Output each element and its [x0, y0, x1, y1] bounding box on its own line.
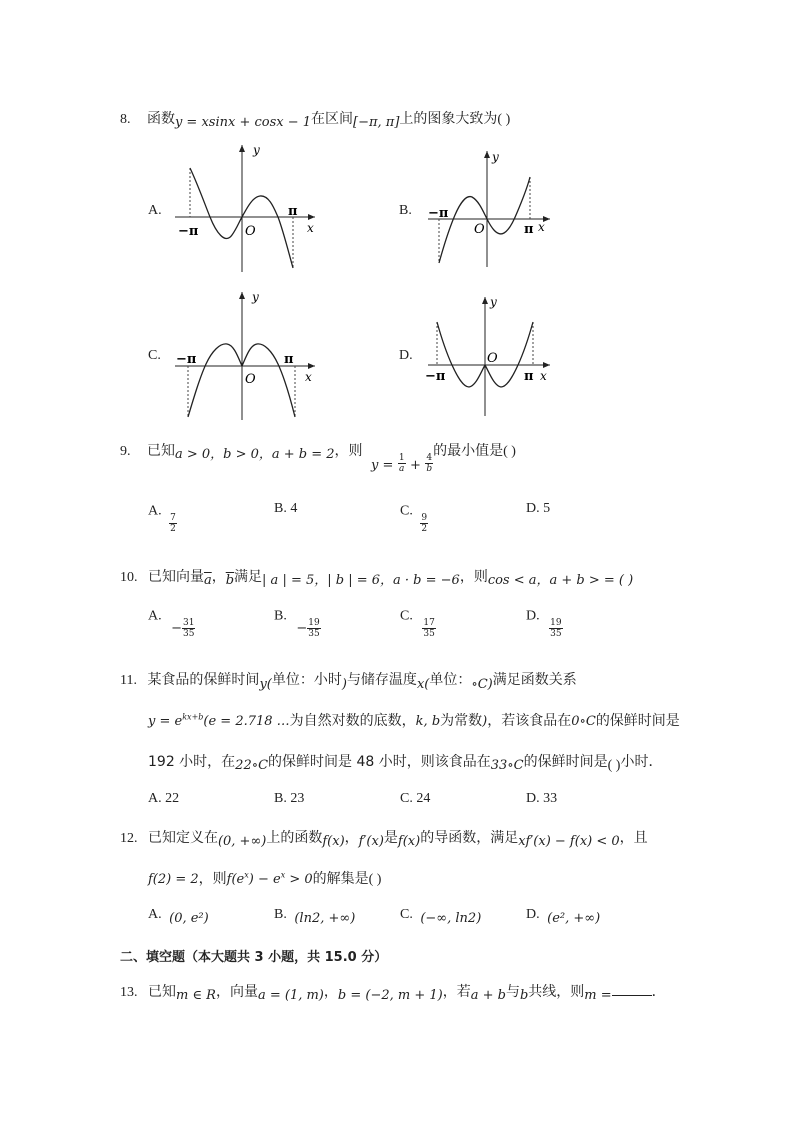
neg-pi-label: −π [428, 206, 449, 221]
q12-option-b[interactable]: B. (ln2, +∞) [274, 907, 356, 926]
y-label: y [253, 143, 260, 157]
q9-paren: ( ) [503, 444, 516, 459]
q9-cond: a > 0，b > 0，a + b = 2 [174, 447, 335, 462]
q11-text: 192 小时，在 [148, 754, 236, 770]
q11-math: k, b [415, 714, 441, 729]
q12-text: ，且 [619, 830, 648, 846]
pi-label: π [524, 222, 534, 237]
q10-then: ，则 [459, 569, 488, 585]
q13-math: a + b [470, 988, 506, 1003]
x-arrow-icon [308, 363, 315, 369]
q12-math: x [244, 870, 249, 880]
neg-pi-label: −π [176, 352, 197, 367]
q12-line-1 [120, 827, 648, 847]
q11-text: 小时． [620, 754, 663, 770]
q13-answer-blank[interactable] [612, 983, 652, 996]
q12-math: (0, +∞) [217, 834, 267, 849]
q11-line-3 [148, 751, 662, 771]
q11-math: 22∘C [235, 758, 269, 773]
q13-stem [120, 981, 666, 1001]
q13-text: 共线，则 [528, 984, 585, 1000]
q9-option-a[interactable]: A. $\frac{7}{2}$ [148, 503, 176, 534]
q11-math: 33∘C [490, 758, 524, 773]
q13-text: 与 [505, 984, 520, 1000]
q8-graph-a[interactable] [170, 140, 320, 275]
q12-math: f(x) [397, 834, 421, 849]
x-arrow-icon [308, 214, 315, 220]
q11-text: 与储存温度 [346, 672, 417, 688]
q11-text: 的保鲜时间是 [595, 713, 680, 729]
q11-math: (e = 2.718 … [203, 714, 290, 729]
q10-option-c-frac: $\frac{17}{35}$ [423, 618, 435, 639]
y-label: y [492, 150, 499, 164]
y-arrow-icon [239, 145, 245, 152]
q11-text: 单位：小时 [271, 672, 342, 688]
q8-graph-c[interactable] [170, 287, 320, 422]
q11-text: 的保鲜时间是 48 小时，则该食品在 [268, 754, 491, 770]
q13-math: b = (−2, m + 1) [337, 988, 443, 1003]
q8-interval: [−π, π] [353, 115, 400, 130]
q12-math: xf′(x) − f(x) < 0 [518, 834, 620, 849]
q13-math: b [519, 988, 529, 1003]
q9-y-eq: y = [371, 458, 394, 473]
q11-text: 为常数 [440, 713, 483, 729]
q12-math: > 0 [285, 872, 313, 887]
pi-label: π [284, 352, 294, 367]
y-arrow-icon [239, 292, 245, 299]
q10-ask: cos < a，a + b > = ( ) [487, 573, 634, 588]
q11-math: ∘C) [471, 677, 493, 692]
q12-math: f(e [226, 872, 245, 887]
neg-pi-label: −π [425, 369, 446, 384]
q12-math: x [280, 870, 286, 880]
q12-number: 12. [120, 831, 138, 846]
curve [439, 177, 530, 263]
q11-option-d[interactable]: D. 33 [526, 791, 558, 806]
q9-option-d[interactable]: D. 5 [526, 501, 551, 516]
q11-math: kx+b [182, 712, 204, 722]
q8-number: 8. [120, 112, 131, 127]
q13-number: 13. [120, 985, 138, 1000]
q9-stem [120, 440, 516, 474]
q8-paren: ( ) [497, 112, 511, 127]
q12-text: 已知定义在 [147, 830, 218, 846]
q10-option-a-frac: $\frac{31}{35}$ [183, 618, 195, 639]
q10-sep: ， [211, 569, 226, 585]
q10-option-c[interactable]: C. $\frac{17}{35}$ [400, 608, 435, 639]
q10-vector-b: $\overline{b}$ [225, 573, 235, 588]
q9-lead: 已知 [146, 443, 175, 459]
q8-option-b-label[interactable]: B. [399, 203, 412, 218]
q13-text: ． [651, 984, 666, 1000]
q10-cond: | a | = 5，| b | = 6，a · b = −6 [262, 573, 460, 588]
q8-graph-b[interactable] [420, 145, 560, 270]
q11-math: x( [416, 677, 430, 692]
q13-math: m ∈ R [175, 988, 216, 1003]
y-arrow-icon [484, 151, 490, 158]
q12-math: f′(x) [358, 834, 384, 849]
q12-math: f(x) [322, 834, 345, 849]
q11-option-a[interactable]: A. 22 [148, 791, 180, 806]
q8-func: y = xsinx + cosx − 1 [174, 115, 312, 130]
q11-option-b[interactable]: B. 23 [274, 791, 305, 806]
q10-option-a[interactable]: A. − $\frac{31}{35}$ [148, 608, 195, 639]
q10-option-b[interactable]: B. − $\frac{19}{35}$ [274, 608, 320, 639]
q11-option-c[interactable]: C. 24 [400, 791, 431, 806]
q9-then: ，则 [334, 443, 363, 459]
q12-text: 的解集是 [312, 871, 369, 887]
q11-math: ) [482, 714, 488, 729]
q9-number: 9. [120, 444, 131, 459]
q10-option-d[interactable]: D. $\frac{19}{35}$ [526, 608, 562, 639]
q10-option-b-frac: $\frac{19}{35}$ [308, 618, 320, 639]
q11-text: 满足函数关系 [492, 672, 577, 688]
x-label: x [305, 370, 312, 384]
q12-text: ， [344, 830, 359, 846]
origin-label: O [487, 351, 498, 366]
q10-number: 10. [120, 570, 138, 585]
origin-label: O [245, 372, 256, 387]
y-label: y [252, 290, 259, 304]
q12-text: 的导函数，满足 [420, 830, 519, 846]
q9-frac-1: $\frac{1}{a}$ [398, 452, 405, 474]
q9-frac-2: $\frac{4}{b}$ [426, 452, 433, 474]
q9-option-c[interactable]: C. $\frac{9}{2}$ [400, 503, 428, 534]
q11-math: y( [259, 677, 272, 692]
q9-option-a-frac: $\frac{7}{2}$ [170, 513, 176, 534]
origin-label: O [245, 224, 256, 239]
q9-plus: + [410, 458, 421, 473]
q10-satisfy: 满足 [234, 569, 263, 585]
origin-label: O [474, 222, 485, 237]
q12-text: 上的函数 [266, 830, 323, 846]
q11-number: 11. [120, 673, 137, 688]
q13-text: 已知 [147, 984, 176, 1000]
q8-graph-d[interactable] [420, 292, 560, 417]
q11-text: ，若该食品在 [487, 713, 572, 729]
q11-math: 0∘C [571, 714, 596, 729]
q8-option-a-label[interactable]: A. [148, 203, 162, 218]
y-arrow-icon [482, 297, 488, 304]
q12-option-c[interactable]: C. (−∞, ln2) [400, 907, 482, 926]
q9-tail: 的最小值是 [433, 443, 504, 459]
q8-option-d-label[interactable]: D. [399, 348, 413, 363]
x-label: x [540, 369, 547, 383]
q12-paren: ( ) [368, 872, 382, 887]
q10-option-d-frac: $\frac{19}{35}$ [550, 618, 562, 639]
section-2-title: 二、填空题（本大题共 3 小题，共 15.0 分） [120, 950, 388, 965]
q13-text: ， [323, 984, 338, 1000]
q12-text: ，则 [198, 871, 227, 887]
q10-stem [120, 566, 633, 586]
pi-label: π [288, 204, 298, 219]
q9-option-c-frac: $\frac{9}{2}$ [421, 513, 428, 534]
q12-math: f(2) = 2 [148, 872, 199, 887]
q13-math: a = (1, m) [257, 988, 324, 1003]
q11-paren: ( ) [607, 758, 621, 773]
q11-math: y = e [148, 714, 183, 729]
q11-line-2 [148, 710, 680, 730]
q8-option-c-label[interactable]: C. [148, 348, 161, 363]
q10-vector-a: $\overline{a}$ [203, 573, 212, 588]
x-arrow-icon [543, 362, 550, 368]
q12-option-d[interactable]: D. (e², +∞) [526, 907, 601, 926]
q8-mid: 在区间 [311, 111, 354, 127]
q11-text: 的保鲜时间是 [523, 754, 608, 770]
neg-pi-label: −π [178, 224, 199, 239]
x-label: x [538, 220, 545, 234]
q11-math: ) [341, 677, 347, 692]
q11-text: 为自然对数的底数， [289, 713, 416, 729]
pi-label: π [524, 369, 534, 384]
q11-text: 单位： [429, 672, 472, 688]
q12-line-2 [148, 868, 381, 888]
q11-text: 某食品的保鲜时间 [147, 672, 260, 688]
q8-tail: 上的图象大致为 [399, 111, 498, 127]
q10-lead: 已知向量 [147, 569, 204, 585]
q8-stem [120, 108, 510, 128]
q12-text: 是 [383, 830, 398, 846]
q11-line-1 [120, 669, 577, 692]
q13-math: m = [584, 988, 612, 1003]
q12-math: ) − e [248, 872, 281, 887]
y-label: y [490, 295, 497, 309]
q8-lead: 函数 [146, 111, 175, 127]
q12-option-a[interactable]: A. (0, e²) [148, 907, 209, 926]
x-label: x [307, 221, 314, 235]
q9-option-b[interactable]: B. 4 [274, 501, 298, 516]
q13-text: ，若 [442, 984, 471, 1000]
q13-text: ，向量 [215, 984, 258, 1000]
